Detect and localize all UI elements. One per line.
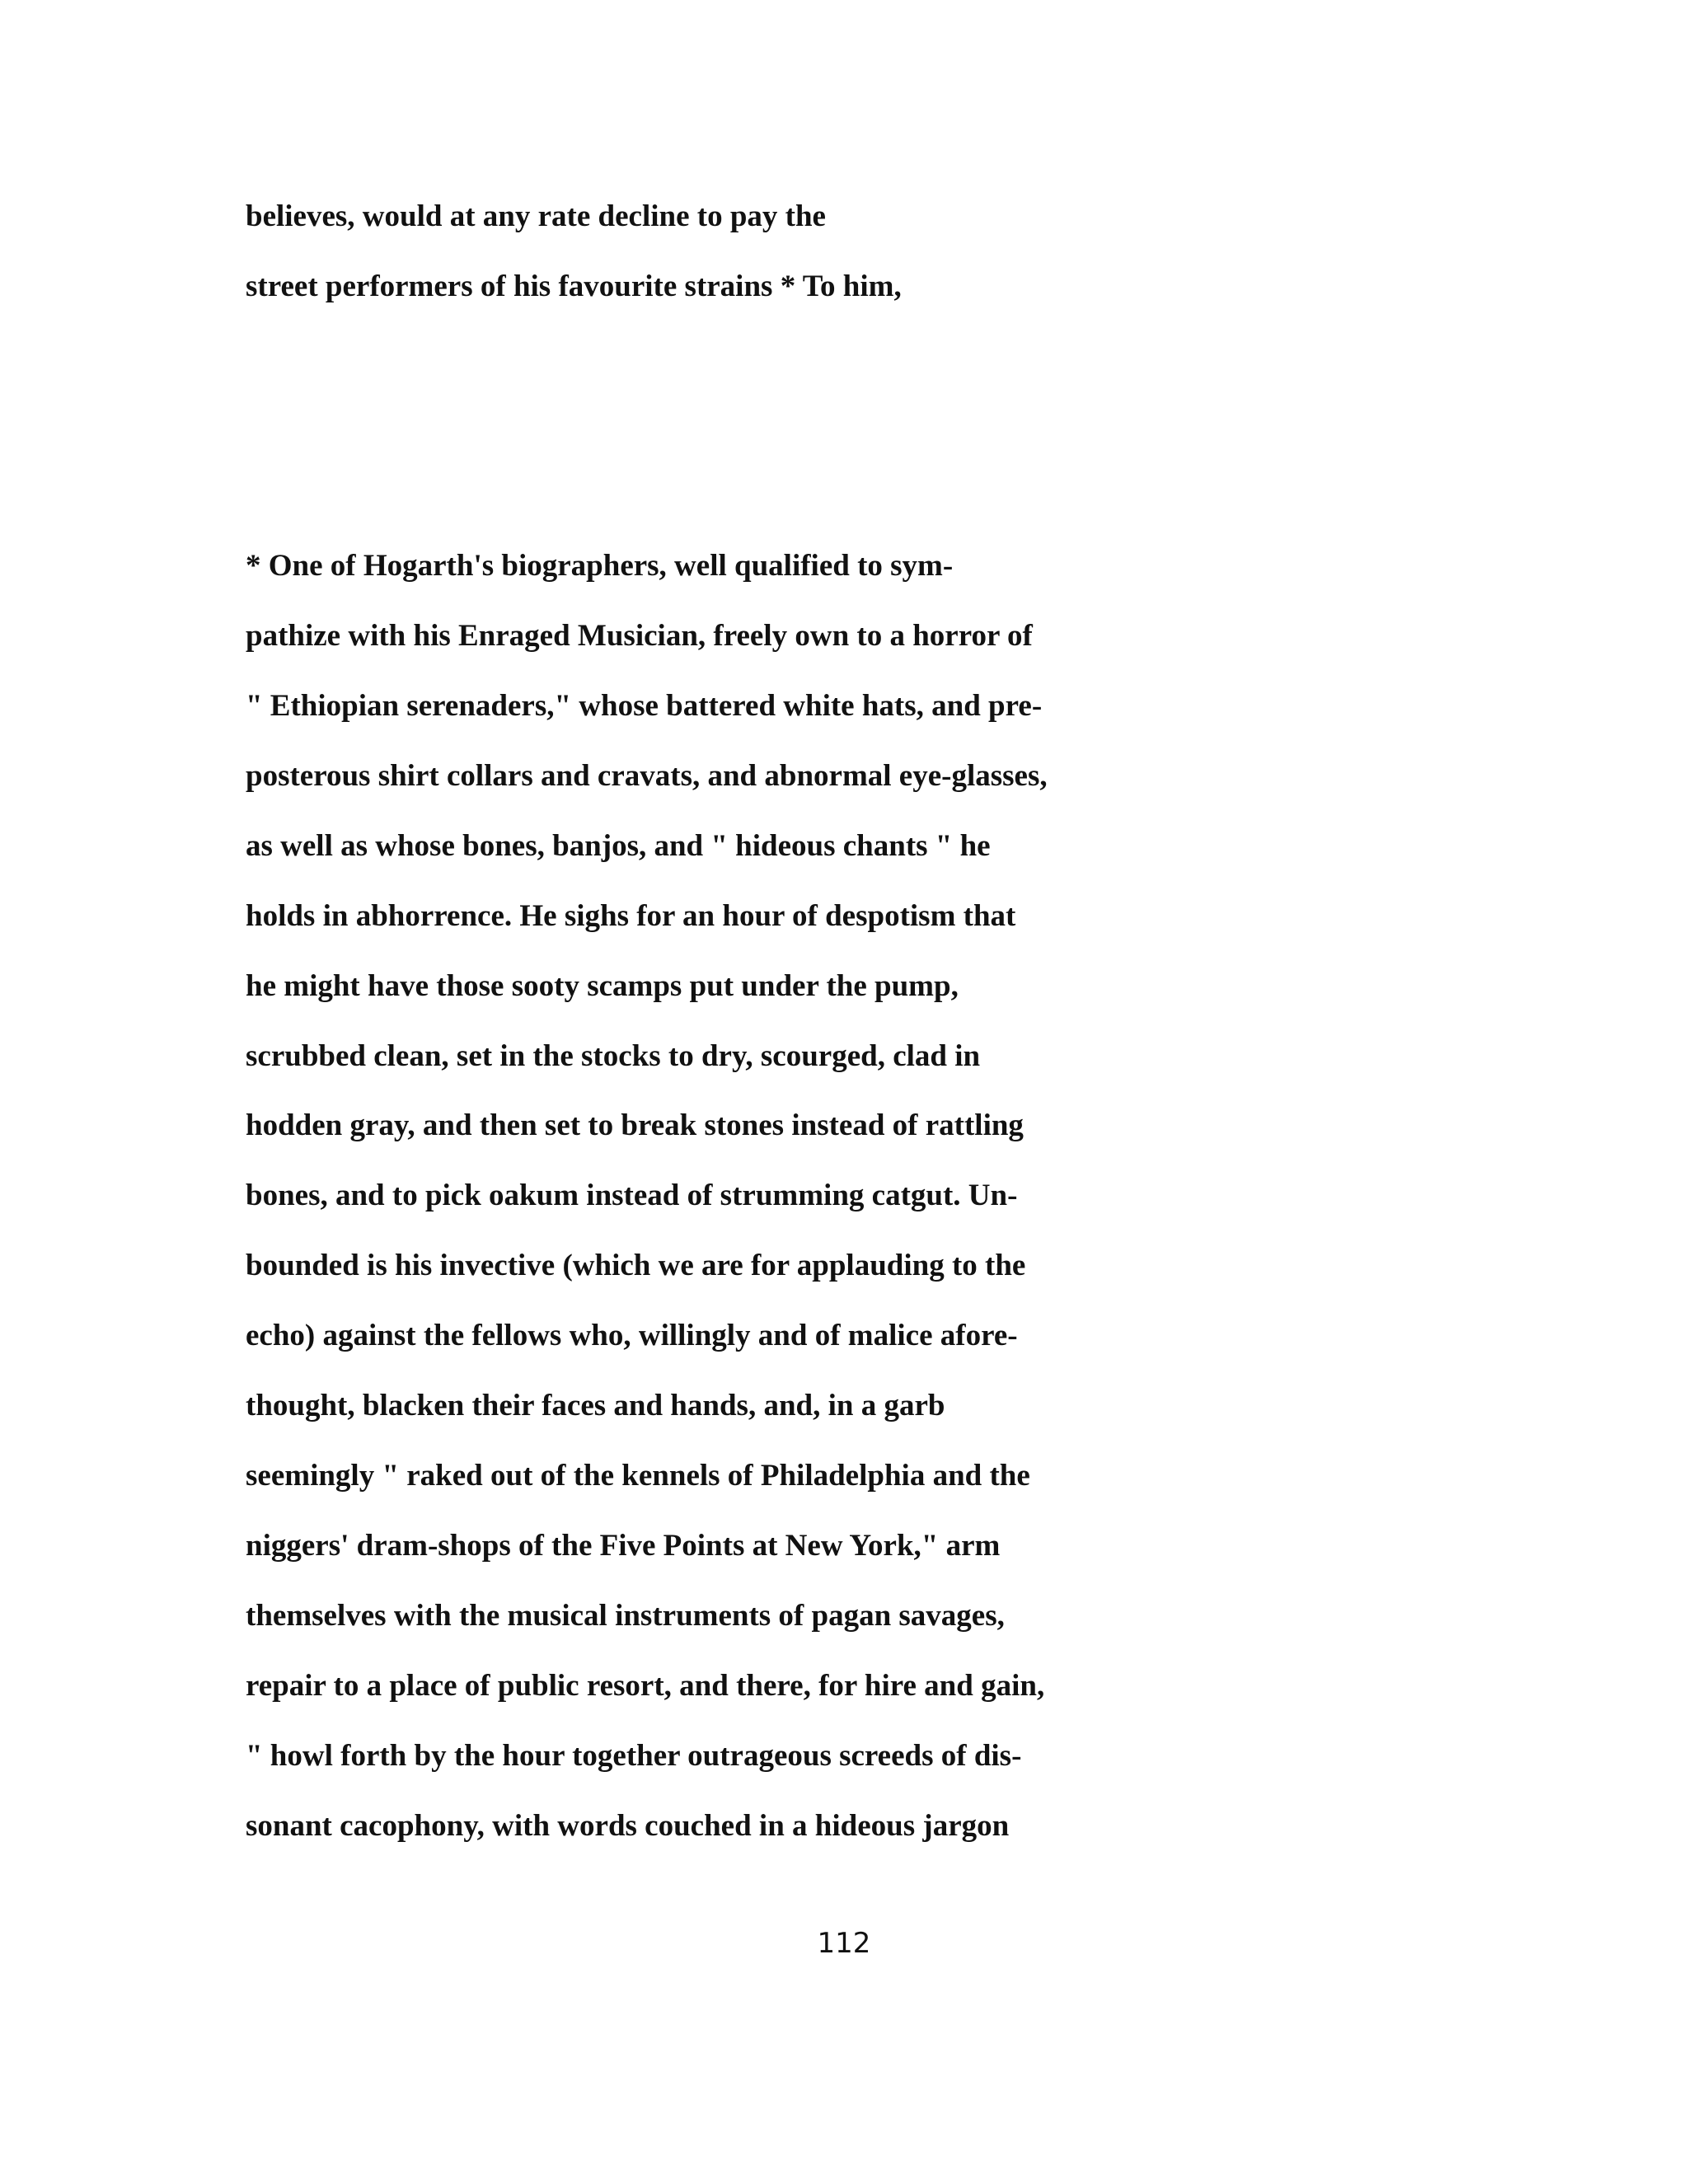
body-line: street performers of his favourite strains * To him, [246, 269, 902, 303]
footnote-line: echo) against the fellows who, willingly and of malice afore- [246, 1319, 1018, 1352]
footnote-line: thought, blacken their faces and hands, and, in a garb [246, 1389, 945, 1422]
body-line: believes, would at any rate decline to pay the [246, 199, 826, 233]
footnote-line: niggers' dram-shops of the Five Points at New York," arm [246, 1529, 1001, 1563]
footnote-line: themselves with the musical instruments of pagan savages, [246, 1599, 1005, 1633]
footnote-line: * One of Hogarth's biographers, well qualified to sym- [246, 549, 954, 583]
footnote-line: bounded is his invective (which we are for applauding to the [246, 1249, 1026, 1282]
footnote-line: pathize with his Enraged Musician, freely own to a horror of [246, 619, 1033, 653]
page-number: 112 [817, 1927, 871, 1960]
footnote-line: " howl forth by the hour together outrageous screeds of dis- [246, 1739, 1022, 1773]
footnote-line: as well as whose bones, banjos, and " hideous chants " he [246, 829, 991, 863]
footnote-line: scrubbed clean, set in the stocks to dry, scourged, clad in [246, 1039, 981, 1073]
footnote-line: seemingly " raked out of the kennels of Philadelphia and the [246, 1459, 1030, 1493]
footnote-line: he might have those sooty scamps put under the pump, [246, 969, 959, 1003]
footnote-line: repair to a place of public resort, and there, for hire and gain, [246, 1669, 1045, 1703]
footnote-line: hodden gray, and then set to break stones instead of rattling [246, 1108, 1024, 1142]
footnote-line: " Ethiopian serenaders," whose battered white hats, and pre- [246, 689, 1043, 723]
footnote-line: bones, and to pick oakum instead of strumming catgut. Un- [246, 1179, 1018, 1212]
footnote-line: holds in abhorrence. He sighs for an hour of despotism that [246, 899, 1016, 933]
footnote-line: sonant cacophony, with words couched in a hideous jargon [246, 1809, 1010, 1843]
footnote-line: posterous shirt collars and cravats, and abnormal eye-glasses, [246, 759, 1048, 793]
